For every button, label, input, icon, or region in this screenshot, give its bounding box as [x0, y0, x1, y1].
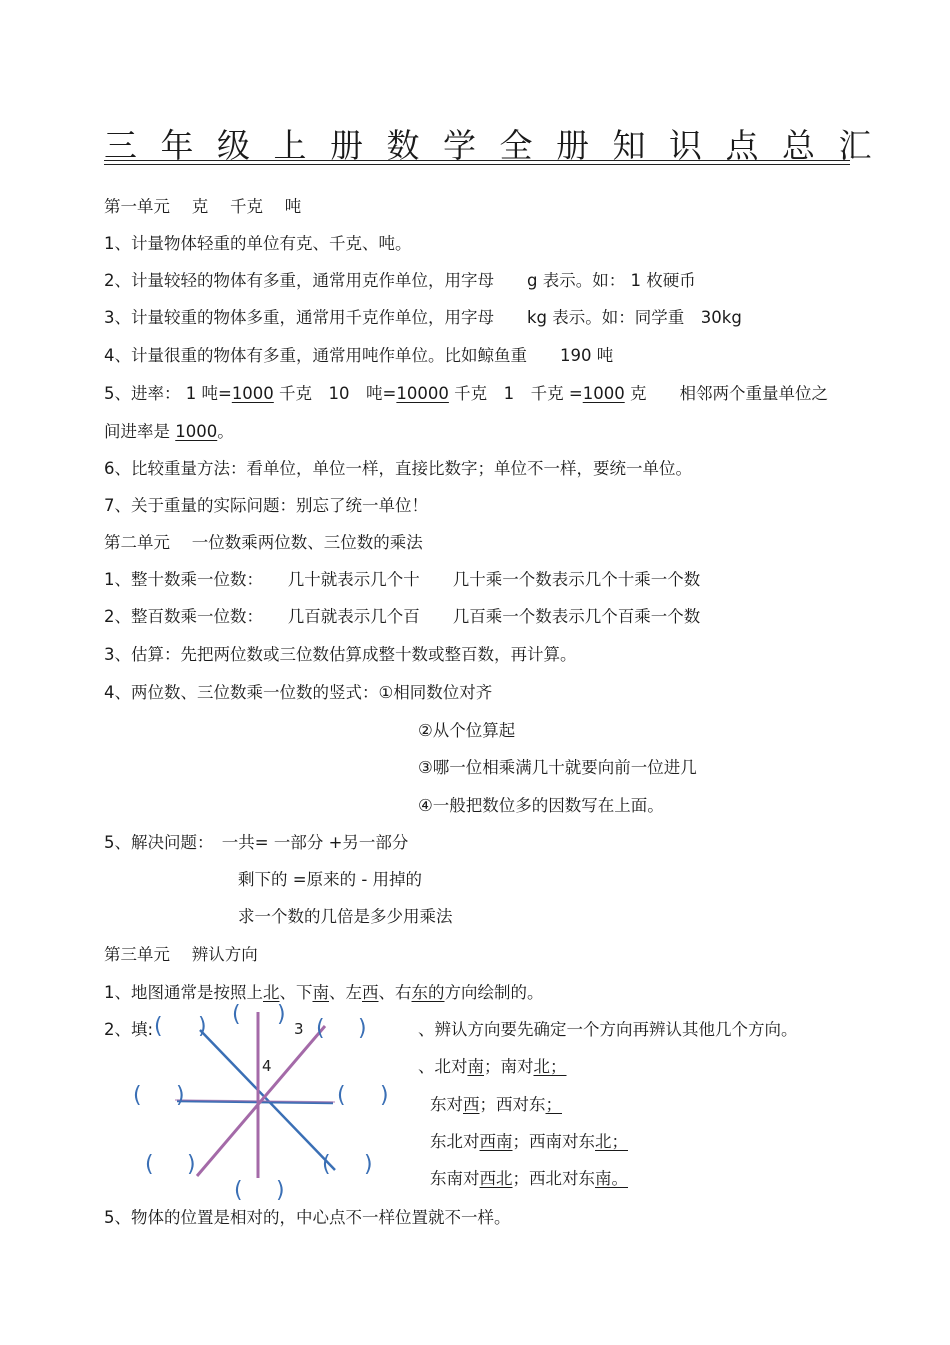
unit2-line4: 4、两位数、三位数乘一位数的竖式：①相同数位对齐 — [104, 683, 493, 702]
answer: 西南 — [479, 1132, 513, 1151]
unit3-line2-label: 2、填: — [104, 1020, 154, 1039]
unit2-line4-step3: ③哪一位相乘满几十就要向前一位进几 — [418, 758, 697, 777]
text: 、左 — [329, 983, 362, 1002]
blank-bracket-left: ( — [316, 1016, 325, 1041]
unit1-line4: 4、计量很重的物体有多重，通常用吨作单位。比如鲸鱼重 190 吨 — [104, 346, 614, 365]
blank-bracket-left: ( — [337, 1083, 346, 1108]
answer: 南 — [312, 983, 329, 1002]
blank-bracket-right: ) — [364, 1152, 373, 1177]
number-4: 4 — [262, 1057, 272, 1075]
text: ；西北对东 — [512, 1169, 595, 1188]
answer: 东的 — [411, 983, 445, 1002]
text: 东北对 — [430, 1132, 480, 1151]
answer: 北； — [595, 1132, 628, 1151]
text: 1、地图通常是按照上 — [104, 983, 263, 1002]
blank-bracket-left: ( — [322, 1152, 331, 1177]
unit3-note5 — [430, 1094, 562, 1116]
blank-bracket-left: ( — [234, 1178, 243, 1203]
blank-bracket-right: ) — [198, 1014, 207, 1039]
answer: 北； — [533, 1057, 567, 1076]
unit1-line5-cont — [104, 421, 234, 443]
blank-bracket-right: ) — [358, 1016, 367, 1041]
text: 克 相邻两个重量单位之 — [624, 384, 828, 403]
answer: 南 — [467, 1057, 484, 1076]
text: 、右 — [378, 983, 412, 1002]
text: 千克 10 吨= — [273, 384, 397, 403]
blank-bracket-left: ( — [133, 1083, 142, 1108]
unit3-heading: 第三单元 辨认方向 — [104, 945, 258, 964]
unit1-line2: 2、计量较轻的物体有多重，通常用克作单位，用字母 g 表示。如： 1 枚硬币 — [104, 271, 696, 290]
text: ；南对 — [484, 1057, 534, 1076]
text: 东南对 — [430, 1169, 480, 1188]
unit1-line7: 7、关于重量的实际问题：别忘了统一单位！ — [104, 496, 428, 515]
text: 、北对 — [418, 1057, 468, 1076]
blank-bracket-right: ) — [187, 1152, 196, 1177]
number-3: 3 — [294, 1020, 304, 1038]
unit3-note3: 、辨认方向要先确定一个方向再辨认其他几个方向。 — [418, 1020, 798, 1039]
text: 、下 — [279, 983, 313, 1002]
answer: 南。 — [595, 1169, 628, 1188]
blank-bracket-right: ) — [276, 1178, 285, 1203]
page-title: 三年级上册数学全册知识点总汇 — [104, 126, 895, 165]
text: 5、进率： 1 吨= — [104, 384, 232, 403]
unit2-line5-c: 求一个数的几倍是多少用乘法 — [238, 907, 453, 926]
answer: 10000 — [396, 384, 449, 403]
blank-bracket-left: ( — [232, 1002, 241, 1027]
answer: 北 — [263, 983, 280, 1002]
unit2-line2: 2、整百数乘一位数： 几百就表示几个百 几百乘一个数表示几个百乘一个数 — [104, 607, 701, 626]
text: 东对 — [430, 1095, 463, 1114]
text: 间进率是 — [104, 422, 176, 441]
answer: 1000 — [231, 384, 274, 403]
unit3-note6 — [430, 1131, 628, 1153]
unit2-line4-step2: ②从个位算起 — [418, 721, 516, 740]
unit2-line4-step4: ④一般把数位多的因数写在上面。 — [418, 796, 664, 815]
unit1-line1: 1、计量物体轻重的单位有克、千克、吨。 — [104, 234, 412, 253]
answer: 西 — [463, 1095, 480, 1114]
blank-bracket-left: ( — [145, 1152, 154, 1177]
unit2-line5: 5、解决问题： 一共= 一部分 +另一部分 — [104, 833, 409, 852]
answer: ； — [545, 1095, 562, 1114]
answer: 西北 — [479, 1169, 513, 1188]
unit1-line3: 3、计量较重的物体多重，通常用千克作单位，用字母 kg 表示。如：同学重 30kg — [104, 308, 742, 327]
answer: 西 — [362, 983, 379, 1002]
text: ；西南对东 — [512, 1132, 595, 1151]
unit2-heading: 第二单元 一位数乘两位数、三位数的乘法 — [104, 533, 423, 552]
unit3-note4 — [418, 1056, 567, 1078]
blank-bracket-right: ) — [380, 1083, 389, 1108]
text: ；西对东 — [479, 1095, 546, 1114]
text: 千克 1 千克 = — [448, 384, 583, 403]
unit2-line3: 3、估算：先把两位数或三位数估算成整十数或整百数，再计算。 — [104, 645, 577, 664]
unit1-heading: 第一单元 克 千克 吨 — [104, 197, 302, 216]
unit2-line5-b: 剩下的 =原来的 - 用掉的 — [238, 870, 423, 889]
title-rule — [104, 160, 850, 161]
blank-bracket-right: ) — [277, 1002, 286, 1027]
unit1-line6: 6、比较重量方法：看单位，单位一样，直接比数字；单位不一样，要统一单位。 — [104, 459, 692, 478]
text: 。 — [217, 422, 234, 441]
unit3-line5: 5、物体的位置是相对的，中心点不一样位置就不一样。 — [104, 1208, 511, 1227]
title-rule-double — [104, 164, 850, 165]
unit2-line1: 1、整十数乘一位数： 几十就表示几个十 几十乘一个数表示几个十乘一个数 — [104, 570, 701, 589]
unit3-note7 — [430, 1168, 628, 1190]
answer: 1000 — [582, 384, 625, 403]
blank-bracket-right: ) — [176, 1083, 185, 1108]
unit1-line5 — [104, 383, 828, 405]
answer: 1000 — [175, 422, 218, 441]
text: 方向绘制的。 — [444, 983, 544, 1002]
blank-bracket-left: ( — [154, 1014, 163, 1039]
